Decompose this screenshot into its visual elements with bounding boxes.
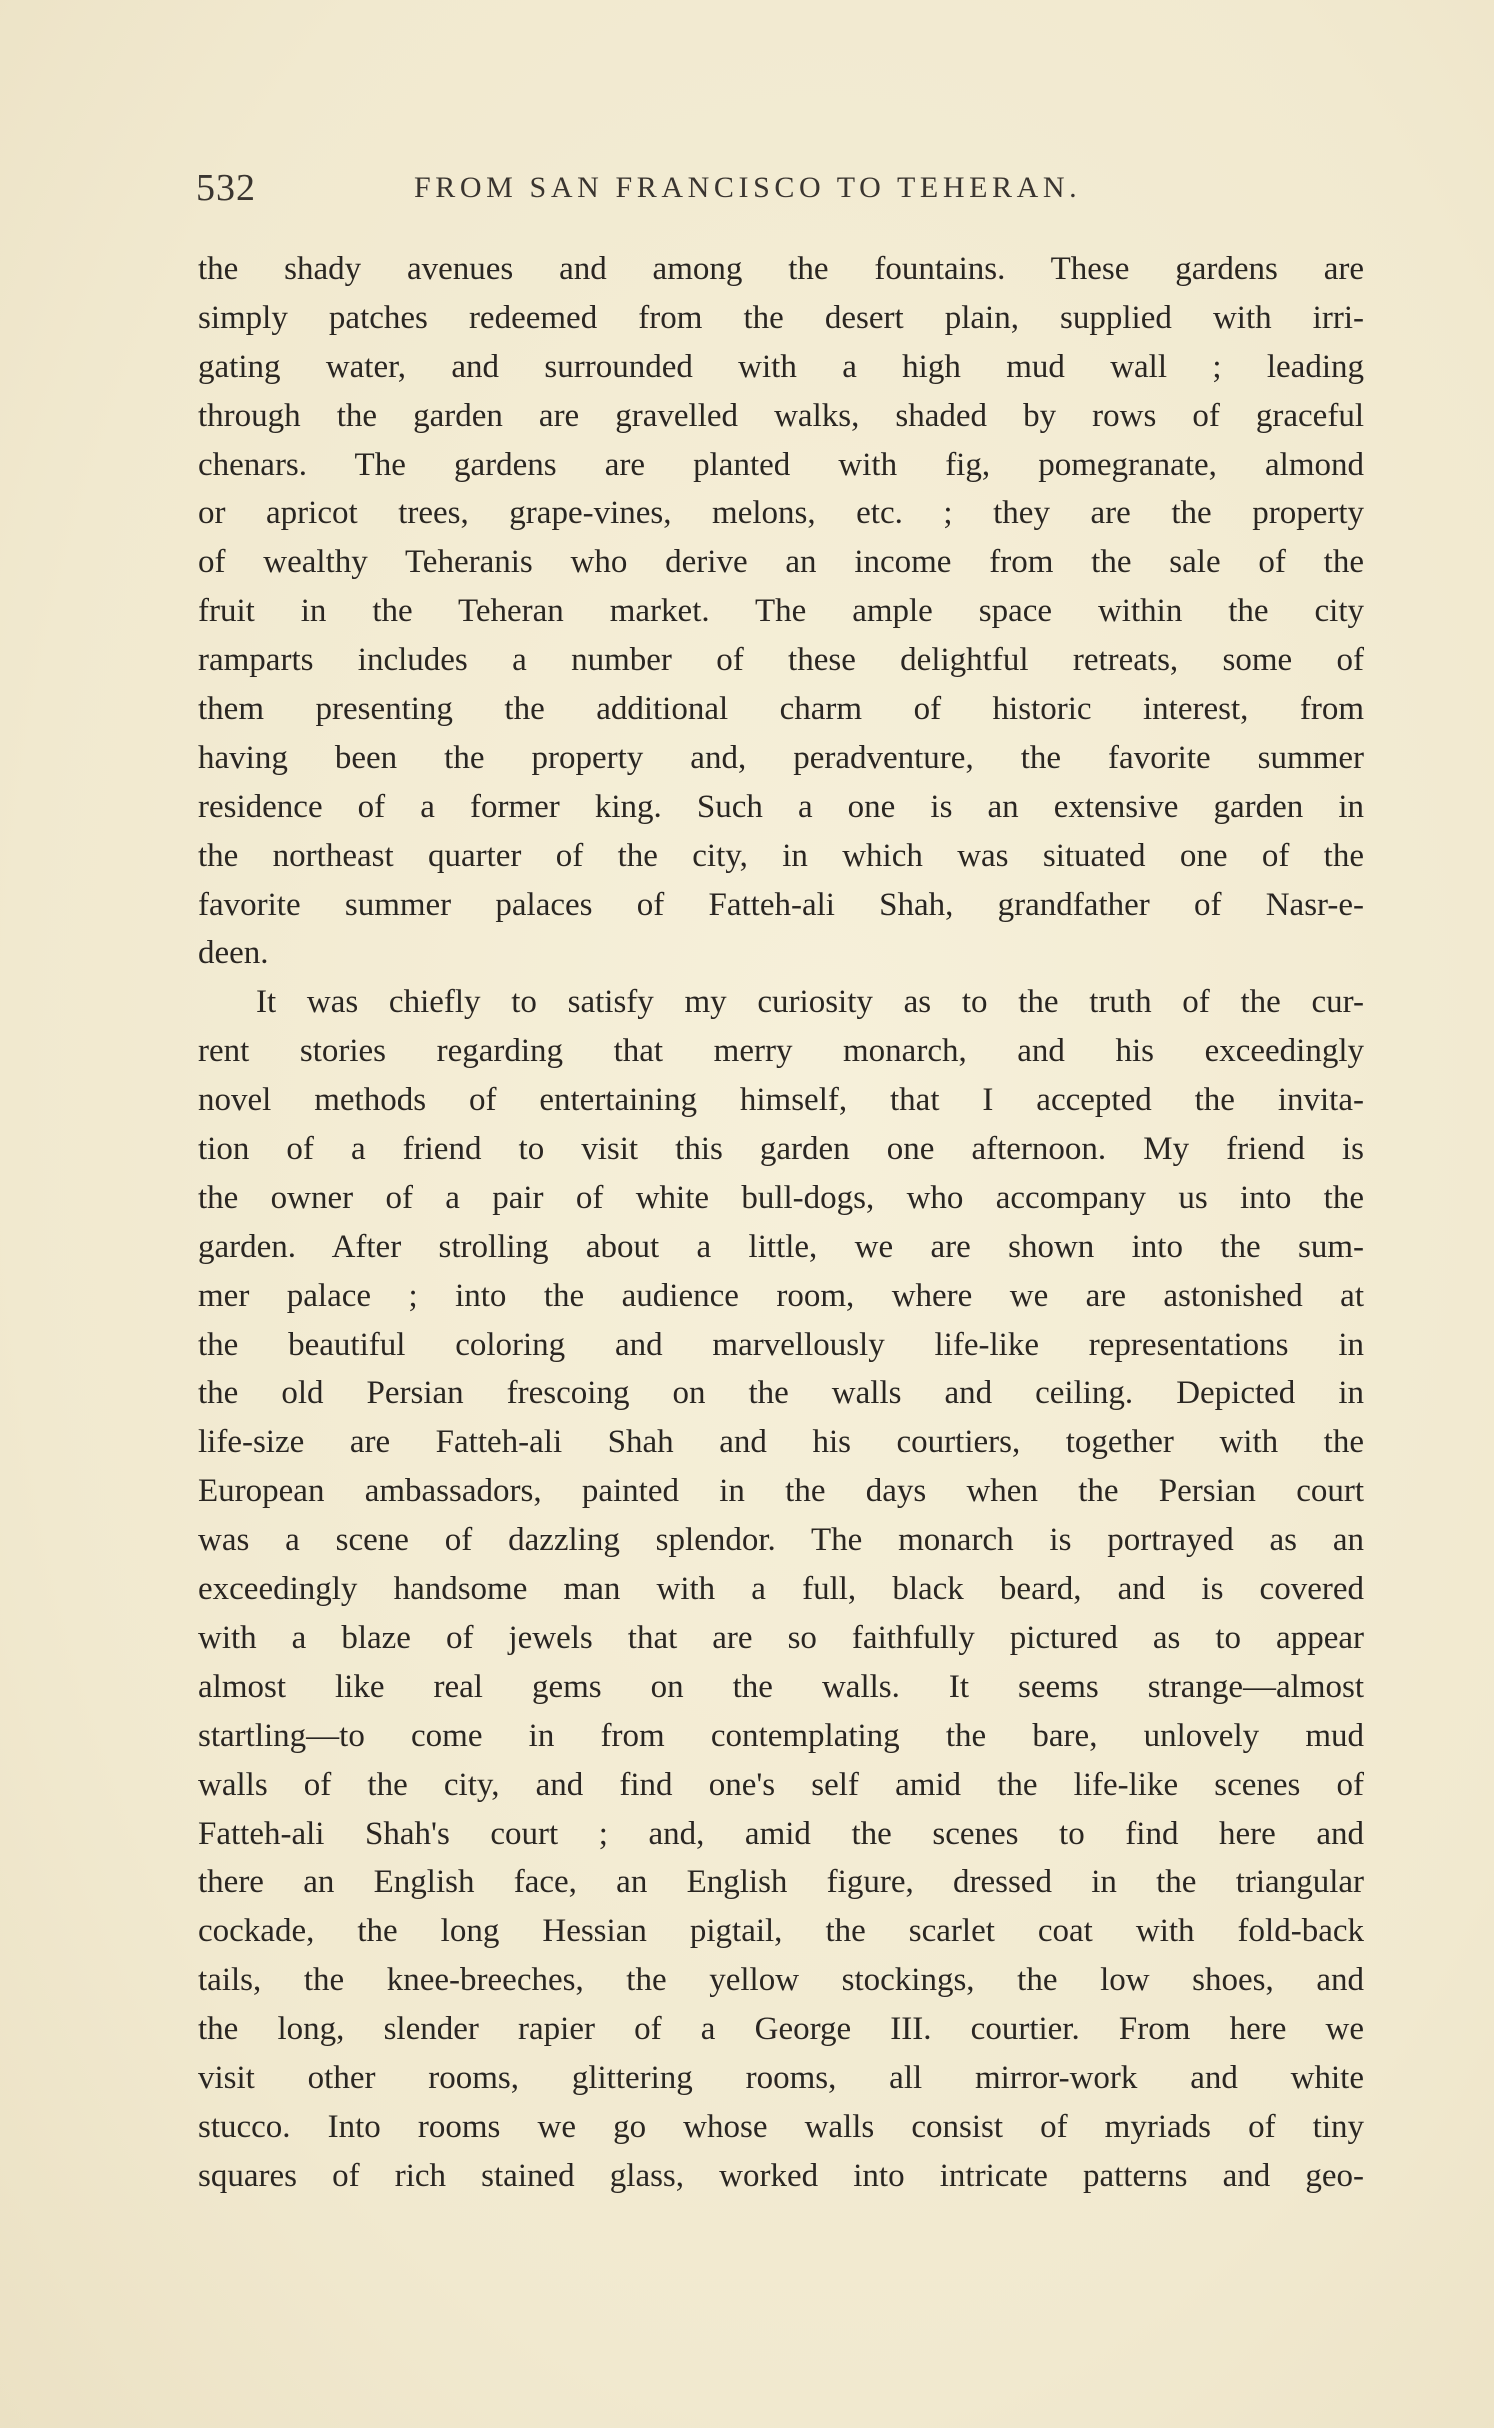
text-line: tails, the knee-breeches, the yellow stockings, the low shoes, and (198, 1962, 1364, 1999)
text-line: startling—to come in from contemplating the bare, unlovely mud (198, 1717, 1364, 1754)
text-line: the northeast quarter of the city, in which was situated one of the (198, 837, 1364, 874)
text-line: almost like real gems on the walls. It seems strange—almost (198, 1668, 1364, 1705)
text-line: tion of a friend to visit this garden one afternoon. My friend is (198, 1131, 1364, 1168)
text-line: the old Persian frescoing on the walls and ceiling. Depicted in (198, 1375, 1364, 1412)
text-line: stucco. Into rooms we go whose walls consist of myriads of tiny (198, 2108, 1364, 2145)
text-line: life-size are Fatteh-ali Shah and his courtiers, together with the (198, 1424, 1364, 1461)
text-line: was a scene of dazzling splendor. The monarch is portrayed as an (198, 1522, 1364, 1559)
text-line: the long, slender rapier of a George III. courtier. From here we (198, 2011, 1364, 2048)
text-line: favorite summer palaces of Fatteh-ali Shah, grandfather of Nasr-e- (198, 886, 1364, 923)
text-line: ramparts includes a number of these delightful retreats, some of (198, 642, 1364, 679)
text-line: fruit in the Teheran market. The ample space within the city (198, 593, 1364, 630)
text-line: the owner of a pair of white bull-dogs, who accompany us into the (198, 1179, 1364, 1216)
text-line: Fatteh-ali Shah's court ; and, amid the scenes to find here and (198, 1815, 1364, 1852)
text-line: the beautiful coloring and marvellously life-like representations in (198, 1326, 1364, 1363)
page-number: 532 (196, 167, 256, 209)
running-title: FROM SAN FRANCISCO TO TEHERAN. (414, 171, 1082, 204)
text-line: with a blaze of jewels that are so faithfully pictured as to appear (198, 1619, 1364, 1656)
text-line: chenars. The gardens are planted with fig, pomegranate, almond (198, 446, 1364, 483)
paragraph-end-line: deen. (198, 935, 269, 972)
text-line: or apricot trees, grape-vines, melons, etc. ; they are the property (198, 495, 1364, 532)
text-line: walls of the city, and find one's self amid the life-like scenes of (198, 1766, 1364, 1803)
text-line: European ambassadors, painted in the days when the Persian court (198, 1473, 1364, 1510)
text-line: there an English face, an English figure, dressed in the triangular (198, 1864, 1364, 1901)
text-line: residence of a former king. Such a one is an extensive garden in (198, 788, 1364, 825)
text-line: gating water, and surrounded with a high mud wall ; leading (198, 348, 1364, 385)
text-line: of wealthy Teheranis who derive an income from the sale of the (198, 544, 1364, 581)
running-head (196, 166, 1366, 218)
text-line: mer palace ; into the audience room, where we are astonished at (198, 1277, 1364, 1314)
text-line: the shady avenues and among the fountains. These gardens are (198, 251, 1364, 287)
text-line: them presenting the additional charm of historic interest, from (198, 691, 1364, 728)
body-text (198, 245, 1364, 2201)
text-line: through the garden are gravelled walks, shaded by rows of graceful (198, 397, 1364, 434)
text-line: visit other rooms, glittering rooms, all mirror-work and white (198, 2059, 1364, 2096)
text-line: having been the property and, peradventure, the favorite summer (198, 739, 1364, 776)
text-line: simply patches redeemed from the desert plain, supplied with irri- (198, 299, 1364, 336)
text-line: squares of rich stained glass, worked into intricate patterns and geo- (198, 2157, 1364, 2194)
text-line: cockade, the long Hessian pigtail, the scarlet coat with fold-back (198, 1913, 1364, 1950)
text-line: rent stories regarding that merry monarch, and his exceedingly (198, 1033, 1364, 1070)
text-line: novel methods of entertaining himself, that I accepted the invita- (198, 1082, 1364, 1119)
paragraph-start-line: It was chiefly to satisfy my curiosity as to the truth of the cur- (256, 984, 1364, 1021)
text-line: exceedingly handsome man with a full, black beard, and is covered (198, 1571, 1364, 1608)
text-line: garden. After strolling about a little, we are shown into the sum- (198, 1228, 1364, 1265)
